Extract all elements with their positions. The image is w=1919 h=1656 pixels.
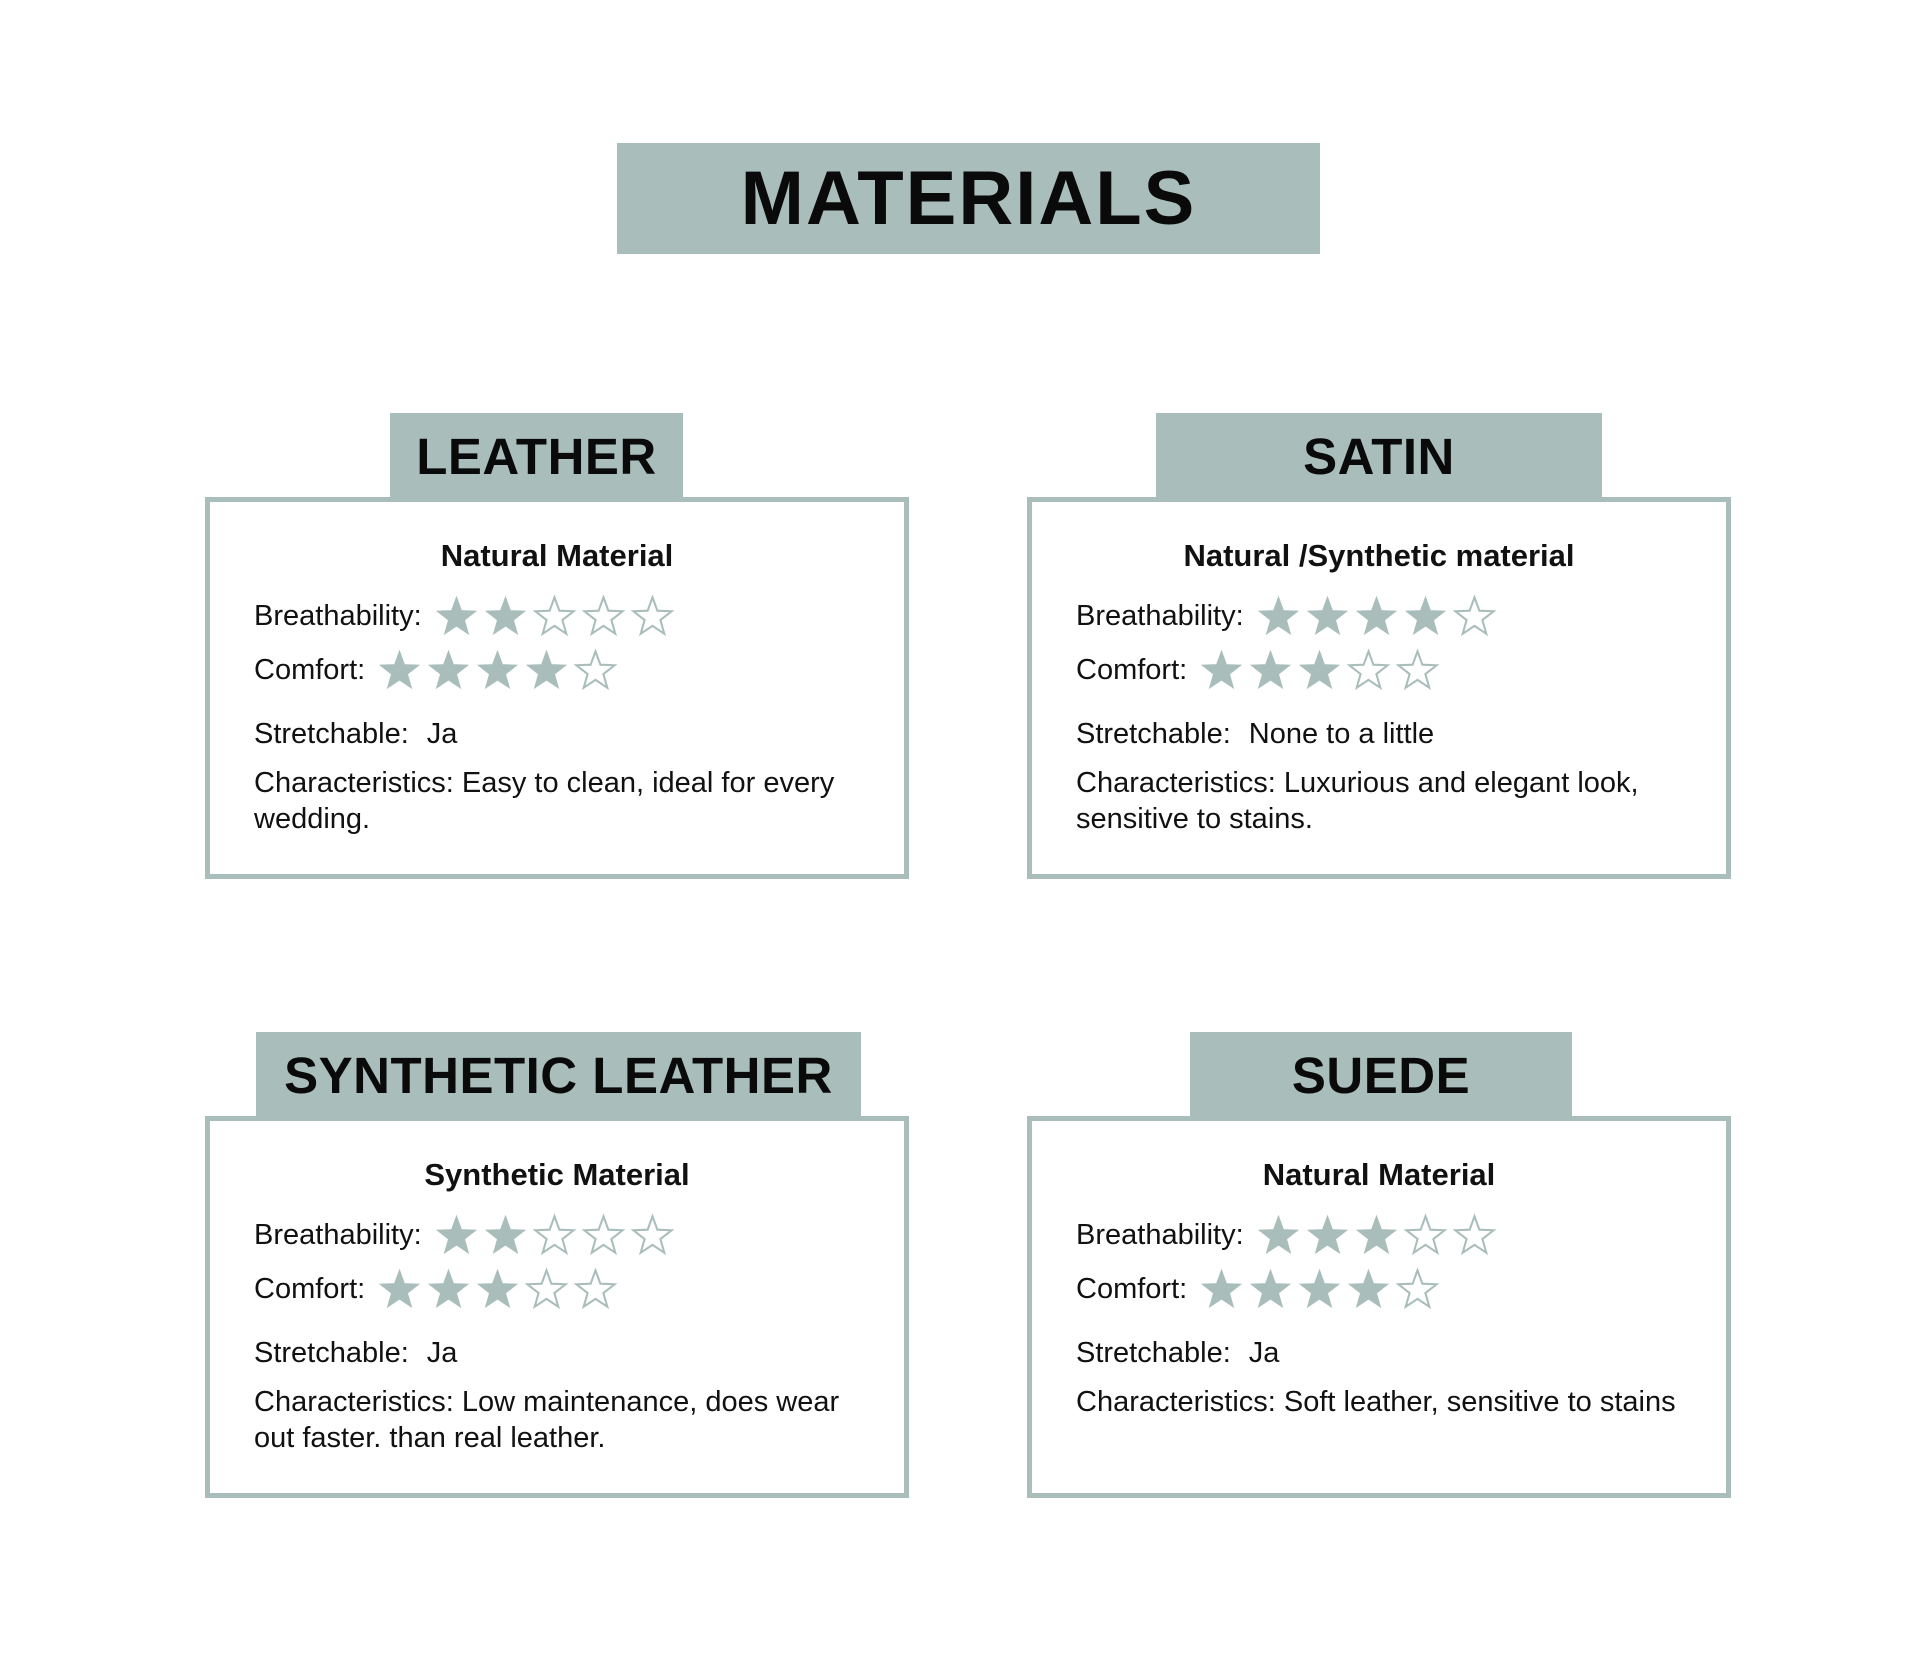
star-empty-icon: [1452, 1213, 1497, 1258]
stretchable-row: [254, 1337, 457, 1370]
comfort-row: [1076, 648, 1444, 693]
breathability-rating: [434, 1213, 679, 1258]
star-filled-icon: [475, 648, 520, 693]
breathability-label: Breathability:: [254, 1219, 422, 1251]
characteristics-label: Characteristics:: [254, 767, 454, 799]
material-type: Synthetic Material: [424, 1157, 690, 1192]
comfort-rating: [1199, 648, 1444, 693]
star-filled-icon: [377, 648, 422, 693]
material-type: Natural Material: [1262, 1157, 1496, 1192]
comfort-row: [254, 648, 622, 693]
star-filled-icon: [1346, 1267, 1391, 1312]
comfort-label: Comfort:: [1076, 654, 1188, 686]
star-empty-icon: [630, 594, 675, 639]
star-filled-icon: [1199, 648, 1244, 693]
star-filled-icon: [1305, 1213, 1350, 1258]
characteristics-text: [254, 765, 874, 837]
breathability-label: Breathability:: [1076, 1219, 1244, 1251]
card-body: [1027, 1116, 1731, 1498]
star-empty-icon: [532, 594, 577, 639]
comfort-rating: [1199, 1267, 1444, 1312]
stretchable-label: Stretchable:: [1076, 1337, 1231, 1369]
stretchable-label: Stretchable:: [254, 718, 409, 750]
stretchable-value: Ja: [1248, 1337, 1280, 1369]
star-empty-icon: [1395, 648, 1440, 693]
card-title: SYNTHETIC LEATHER: [256, 1032, 861, 1118]
star-filled-icon: [524, 648, 569, 693]
breathability-row: [1076, 594, 1501, 639]
star-filled-icon: [1248, 648, 1293, 693]
star-filled-icon: [434, 594, 479, 639]
star-filled-icon: [1297, 648, 1342, 693]
comfort-row: [254, 1267, 622, 1312]
characteristics-value: Easy to clean, ideal for every wedding.: [254, 767, 835, 835]
star-filled-icon: [1305, 594, 1350, 639]
star-filled-icon: [1256, 1213, 1301, 1258]
characteristics-text: [1076, 1384, 1696, 1420]
star-filled-icon: [483, 594, 528, 639]
star-empty-icon: [573, 648, 618, 693]
breathability-row: [1076, 1213, 1501, 1258]
characteristics-value: Low maintenance, does wear out faster. than real leather.: [254, 1386, 840, 1454]
comfort-label: Comfort:: [254, 1273, 366, 1305]
stretchable-label: Stretchable:: [254, 1337, 409, 1369]
breathability-rating: [1256, 594, 1501, 639]
card-title: SUEDE: [1190, 1032, 1572, 1118]
star-empty-icon: [1452, 594, 1497, 639]
page-title: MATERIALS: [617, 143, 1320, 254]
comfort-row: [1076, 1267, 1444, 1312]
star-filled-icon: [1354, 1213, 1399, 1258]
characteristics-value: Luxurious and elegant look, sensitive to stains.: [1076, 767, 1639, 835]
star-empty-icon: [532, 1213, 577, 1258]
card-body: [205, 1116, 909, 1498]
star-filled-icon: [1403, 594, 1448, 639]
breathability-row: [254, 594, 679, 639]
star-filled-icon: [1248, 1267, 1293, 1312]
characteristics-text: [1076, 765, 1696, 837]
star-empty-icon: [581, 594, 626, 639]
stretchable-value: None to a little: [1248, 718, 1435, 750]
characteristics-label: Characteristics:: [1076, 767, 1276, 799]
star-filled-icon: [475, 1267, 520, 1312]
stretchable-row: [254, 718, 457, 751]
card-body: [205, 497, 909, 879]
characteristics-text: [254, 1384, 874, 1456]
star-filled-icon: [1199, 1267, 1244, 1312]
star-filled-icon: [434, 1213, 479, 1258]
comfort-rating: [377, 648, 622, 693]
star-empty-icon: [1346, 648, 1391, 693]
breathability-label: Breathability:: [1076, 600, 1244, 632]
star-filled-icon: [483, 1213, 528, 1258]
star-empty-icon: [524, 1267, 569, 1312]
stretchable-value: Ja: [426, 718, 458, 750]
comfort-rating: [377, 1267, 622, 1312]
card-title: LEATHER: [390, 413, 683, 499]
card-body: [1027, 497, 1731, 879]
star-empty-icon: [581, 1213, 626, 1258]
stretchable-label: Stretchable:: [1076, 718, 1231, 750]
star-filled-icon: [1354, 594, 1399, 639]
star-filled-icon: [377, 1267, 422, 1312]
characteristics-label: Characteristics:: [1076, 1386, 1276, 1418]
breathability-rating: [1256, 1213, 1501, 1258]
breathability-row: [254, 1213, 679, 1258]
material-type: Natural Material: [440, 538, 674, 573]
comfort-label: Comfort:: [254, 654, 366, 686]
star-empty-icon: [1395, 1267, 1440, 1312]
star-empty-icon: [630, 1213, 675, 1258]
star-empty-icon: [573, 1267, 618, 1312]
comfort-label: Comfort:: [1076, 1273, 1188, 1305]
star-filled-icon: [426, 1267, 471, 1312]
characteristics-value: Soft leather, sensitive to stains: [1283, 1386, 1676, 1418]
breathability-label: Breathability:: [254, 600, 422, 632]
star-filled-icon: [1297, 1267, 1342, 1312]
material-type: Natural /Synthetic material: [1183, 538, 1575, 573]
star-filled-icon: [1256, 594, 1301, 639]
card-title: SATIN: [1156, 413, 1602, 499]
stretchable-row: [1076, 718, 1434, 751]
breathability-rating: [434, 594, 679, 639]
star-filled-icon: [426, 648, 471, 693]
characteristics-label: Characteristics:: [254, 1386, 454, 1418]
stretchable-row: [1076, 1337, 1279, 1370]
star-empty-icon: [1403, 1213, 1448, 1258]
stretchable-value: Ja: [426, 1337, 458, 1369]
